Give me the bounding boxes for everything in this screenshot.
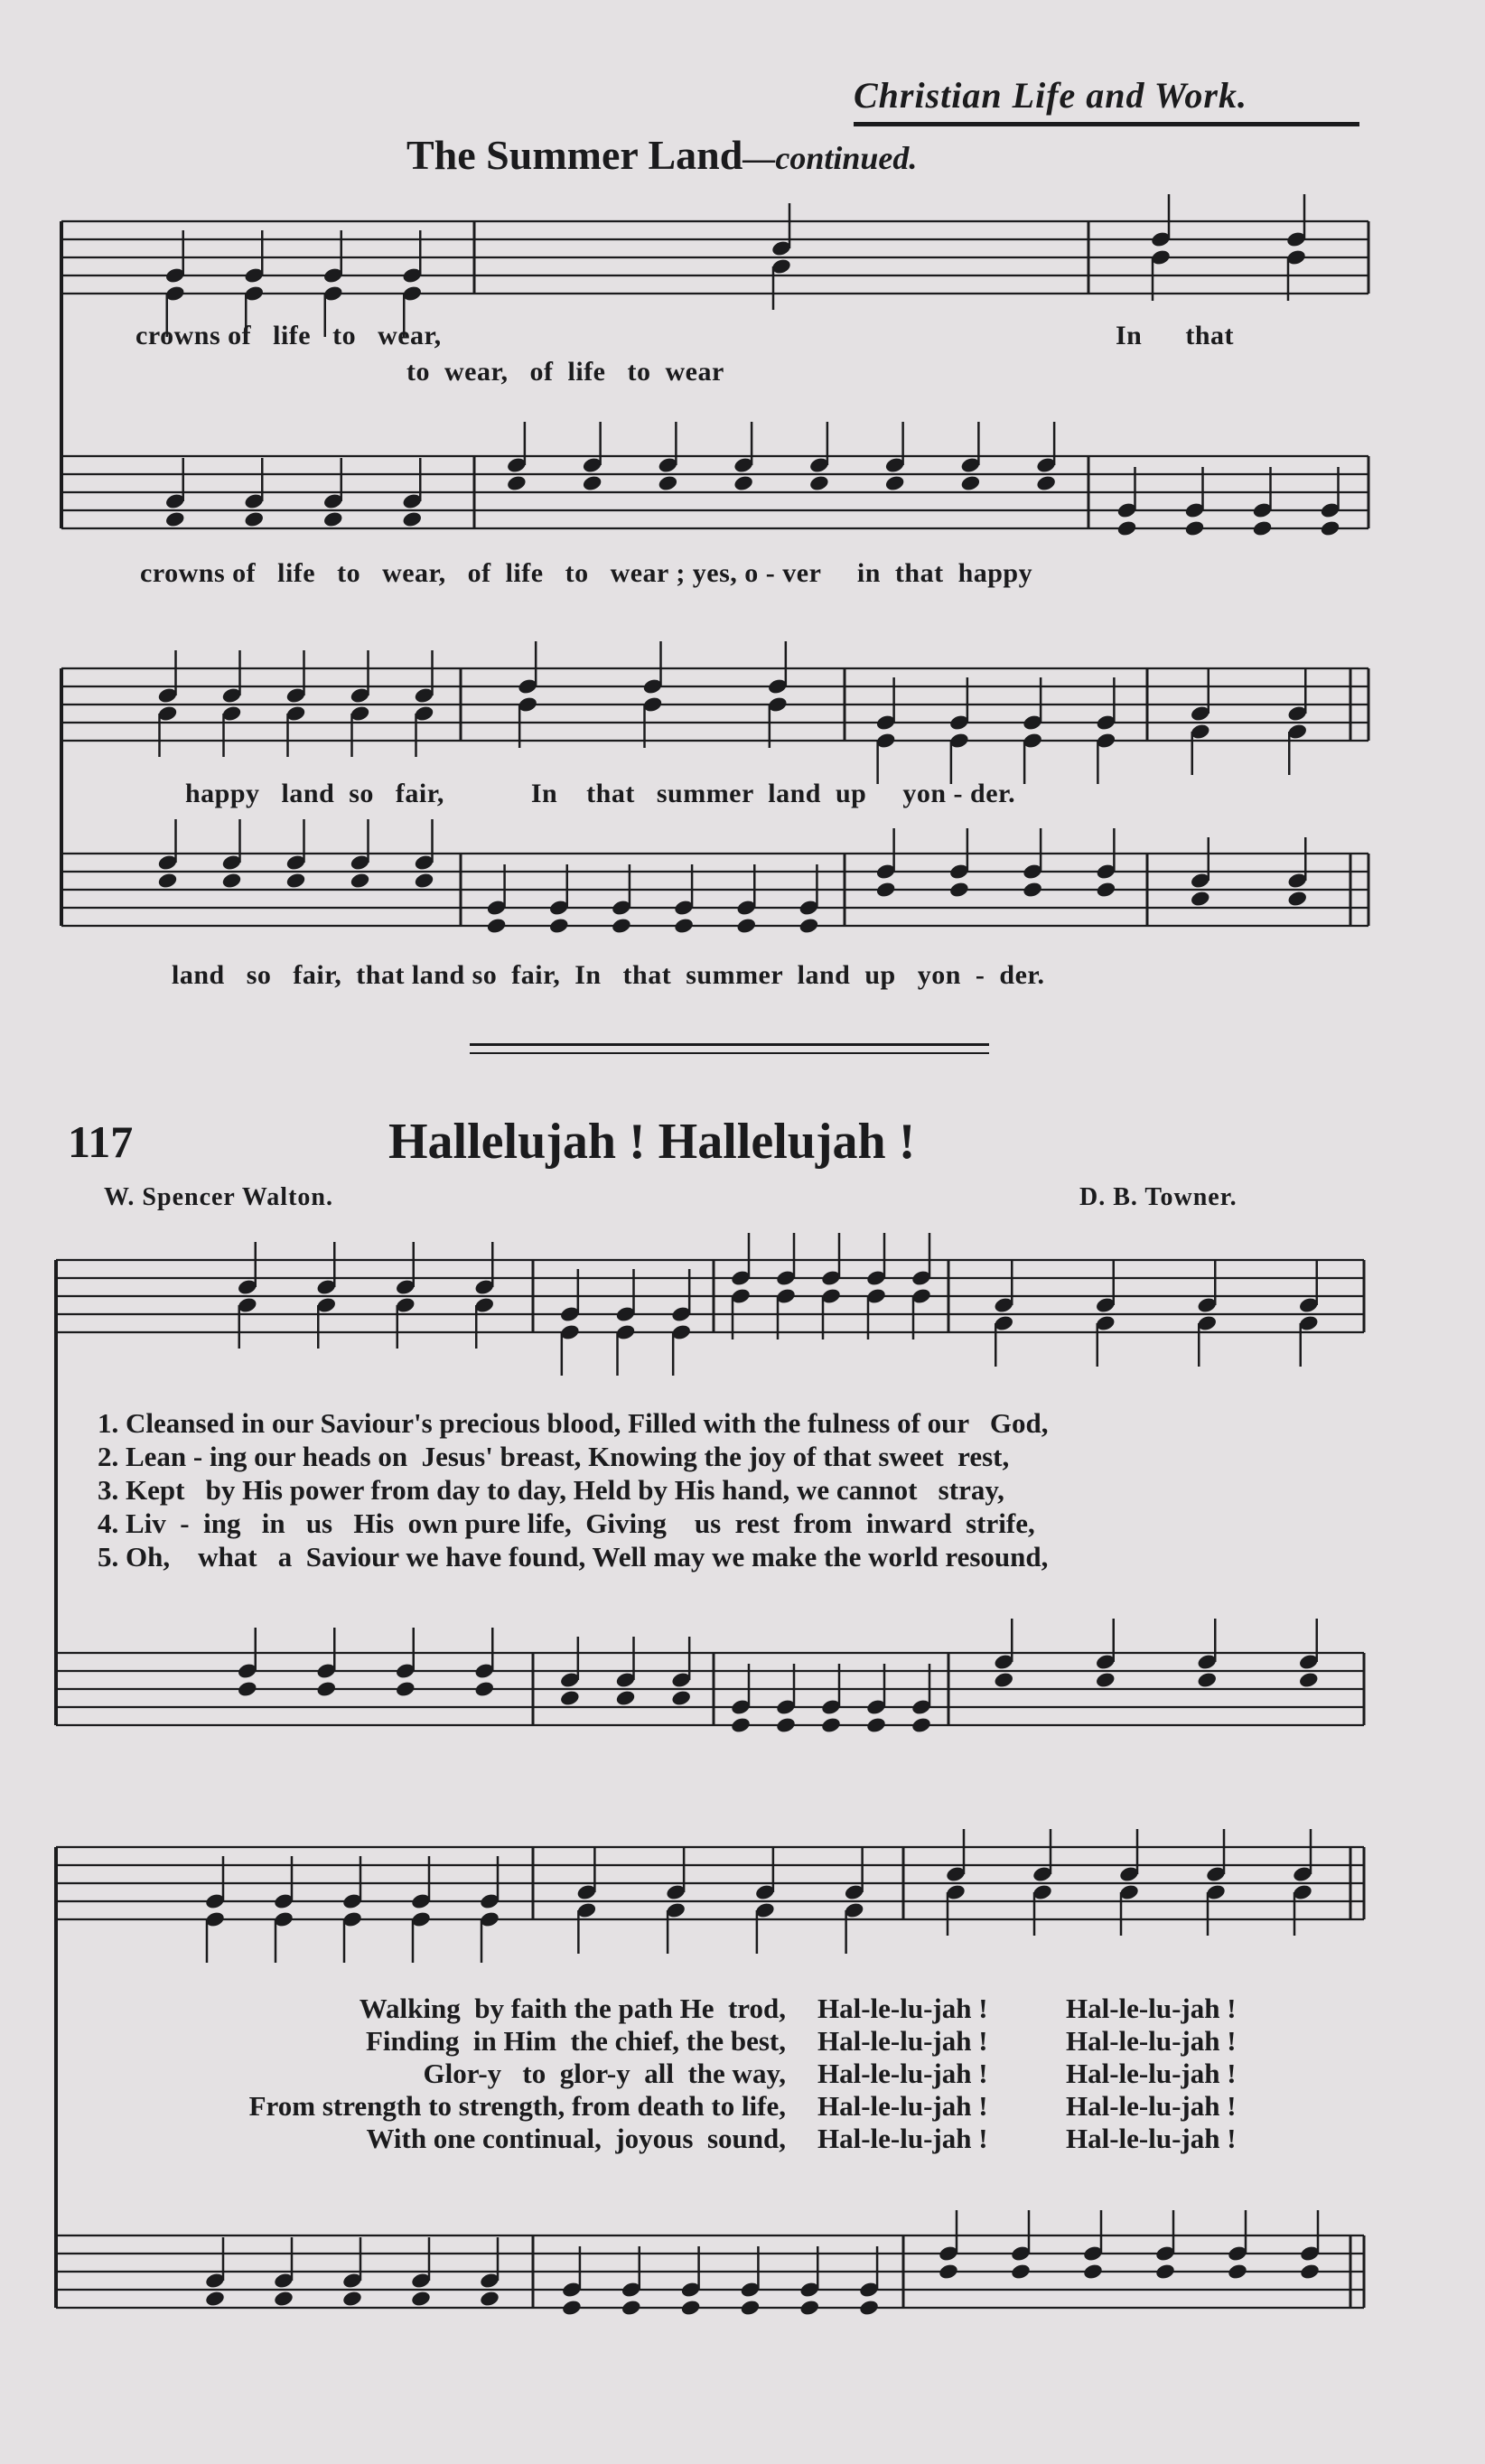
notehead [611, 917, 632, 935]
continued-title-suffix: —continued. [742, 140, 918, 176]
system2-bass-lyric: land so fair, that land so fair, In that summer land up yon - der. [172, 960, 1045, 990]
notehead [621, 2299, 642, 2317]
notehead [1022, 881, 1043, 899]
notehead [1298, 1671, 1320, 1689]
notehead [243, 510, 265, 528]
notehead [285, 872, 307, 890]
refrain-col-2 [1066, 1993, 1237, 2155]
words-by: W. Spencer Walton. [104, 1183, 333, 1211]
notehead [799, 917, 820, 935]
notehead [350, 872, 371, 890]
refrain-text: Hal-le-lu-jah ! [1066, 1993, 1237, 2024]
refrain-text: Hal-le-lu-jah ! [817, 2025, 988, 2057]
section-header: Christian Life and Work. [854, 75, 1247, 116]
verse-line: With one continual, joyous sound, [366, 2123, 786, 2154]
notehead [858, 2299, 880, 2317]
notehead [561, 2299, 583, 2317]
notehead [1154, 2263, 1176, 2281]
notehead [1095, 1671, 1116, 1689]
refrain-col-1 [817, 1993, 988, 2155]
verse-line: 2. Lean - ing our heads on Jesus' breast, Knowing the joy of that sweet rest, [98, 1441, 1010, 1472]
notehead [1196, 1671, 1218, 1689]
notehead [615, 1689, 637, 1707]
notehead [775, 1716, 797, 1734]
notehead [1010, 2263, 1032, 2281]
notehead [401, 510, 423, 528]
notehead [820, 1716, 842, 1734]
notehead [993, 1671, 1014, 1689]
notehead [730, 1716, 752, 1734]
notehead [680, 2299, 702, 2317]
notehead [948, 881, 970, 899]
notehead [1252, 519, 1274, 537]
verse-line: 1. Cleansed in our Saviour's precious blood, Filled with the fulness of our God, [98, 1407, 1049, 1439]
notehead [673, 917, 695, 935]
notehead [1227, 2263, 1248, 2281]
notehead [808, 474, 830, 492]
refrain-text: Hal-le-lu-jah ! [817, 1993, 988, 2024]
verse-line: Finding in Him the chief, the best, [365, 2025, 786, 2057]
notehead [1082, 2263, 1104, 2281]
verse-line: 5. Oh, what a Saviour we have found, Well may we make the world resound, [98, 1541, 1049, 1573]
verse-line: From strength to strength, from death to life, [248, 2090, 786, 2122]
refrain-text: Hal-le-lu-jah ! [1066, 2058, 1237, 2089]
notehead [1035, 474, 1057, 492]
verses-part2 [117, 1993, 786, 2155]
notehead [658, 474, 679, 492]
notehead [875, 881, 897, 899]
music-by: D. B. Towner. [1079, 1183, 1238, 1211]
notehead [164, 510, 186, 528]
continued-title-text: The Summer Land [406, 132, 743, 178]
hymn-divider-top [470, 1043, 989, 1046]
notehead [865, 1716, 887, 1734]
refrain-text: Hal-le-lu-jah ! [817, 2058, 988, 2089]
system2-treble-lyric: happy land so fair, In that summer land up yon - der. [185, 779, 1016, 808]
hymn-number: 117 [68, 1116, 134, 1167]
system1-treble-lyric-1-right: In that [1116, 321, 1235, 350]
hymn-title: Hallelujah ! Hallelujah ! [388, 1114, 916, 1170]
refrain-text: Hal-le-lu-jah ! [1066, 2123, 1237, 2154]
notehead [473, 1680, 495, 1698]
notehead [559, 1689, 581, 1707]
system1-treble-lyric-1: crowns of life to wear, [135, 321, 442, 350]
notehead [1184, 519, 1206, 537]
notehead [479, 2290, 500, 2308]
notehead [273, 2290, 294, 2308]
notehead [670, 1689, 692, 1707]
system1-treble-lyric-2: to wear, of life to wear [406, 357, 724, 387]
refrain-text: Hal-le-lu-jah ! [1066, 2025, 1237, 2057]
verse-line: Glor-y to glor-y all the way, [423, 2058, 786, 2089]
notehead [506, 474, 528, 492]
notehead [938, 2263, 959, 2281]
notehead [414, 872, 435, 890]
verse-line: Walking by faith the path He trod, [359, 1993, 786, 2024]
notehead [395, 1680, 416, 1698]
notehead [582, 474, 603, 492]
notehead [486, 917, 508, 935]
notehead [960, 474, 982, 492]
notehead [884, 474, 906, 492]
notehead [799, 2299, 820, 2317]
verses-part1 [98, 1407, 1048, 1574]
notehead [237, 1680, 258, 1698]
verse-line: 4. Liv - ing in us His own pure life, Giving us rest from inward strife, [98, 1507, 1035, 1539]
notehead [410, 2290, 432, 2308]
notehead [315, 1680, 337, 1698]
notehead [1320, 519, 1341, 537]
notehead [221, 872, 243, 890]
notehead [1190, 890, 1211, 908]
refrain-text: Hal-le-lu-jah ! [817, 2123, 988, 2154]
system1-bass-lyric: crowns of life to wear, of life to wear ; yes, o - ver in that happy [140, 558, 1033, 588]
notehead [157, 872, 179, 890]
notehead [911, 1716, 932, 1734]
notehead [733, 474, 754, 492]
verse-line: 3. Kept by His power from day to day, Held by His hand, we cannot stray, [98, 1474, 1004, 1506]
notehead [740, 2299, 761, 2317]
refrain-text: Hal-le-lu-jah ! [817, 2090, 988, 2122]
notehead [322, 510, 344, 528]
notehead [204, 2290, 226, 2308]
notehead [735, 917, 757, 935]
refrain-text: Hal-le-lu-jah ! [1066, 2090, 1237, 2122]
notehead [341, 2290, 363, 2308]
notehead [1116, 519, 1138, 537]
hymn-divider-bottom [470, 1052, 989, 1054]
notehead [1299, 2263, 1321, 2281]
notehead [1286, 890, 1308, 908]
notehead [1096, 881, 1117, 899]
notehead [548, 917, 570, 935]
